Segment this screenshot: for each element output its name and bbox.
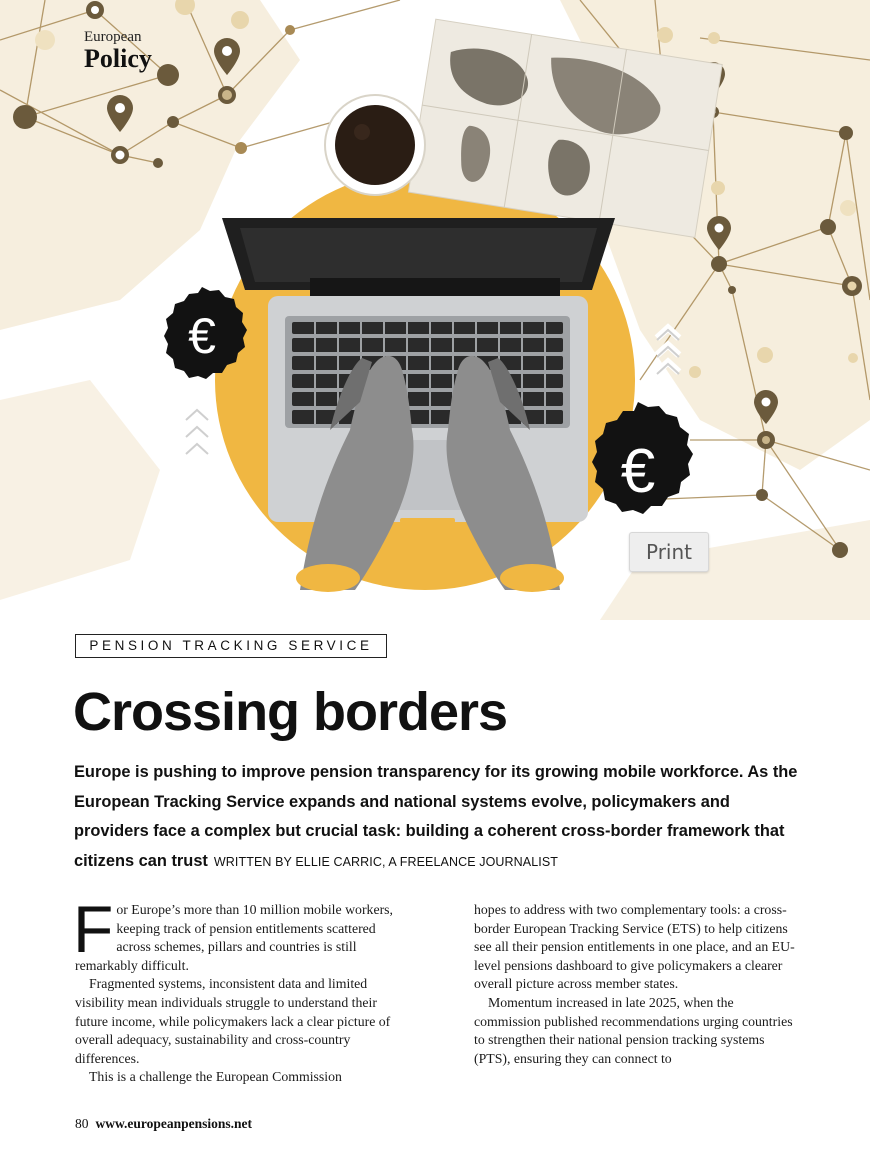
- article-standfirst: [74, 758, 804, 877]
- paragraph-text: or Europe’s more than 10 million mobile workers, keeping track of pension entitlements scattered across schemes, pillars and countries is still remarkably difficult.: [75, 902, 393, 973]
- section-tag: PENSION TRACKING SERVICE: [75, 634, 387, 658]
- euro-symbol-left: €: [188, 308, 216, 364]
- body-paragraph: Fragmented systems, inconsistent data and limited visibility mean individuals struggle to understand their future income, while policymakers lack a clear picture of overall adequacy, sustainability and cross-country differences.: [75, 976, 391, 1066]
- magazine-section-brand: [84, 30, 152, 72]
- byline: WRITTEN BY ELLIE CARRIC, A FREELANCE JOURNALIST: [213, 854, 559, 869]
- body-column-1: [73, 892, 397, 1087]
- body-paragraph: hopes to address with two complementary tools: a cross-border European Tracking Service (ETS) to help citizens see all their pension entitlements in one place, and an EU-level pensions dashboard to give policymakers a clearer overall picture across member states.: [474, 902, 795, 992]
- brand-line-2: Policy: [84, 44, 152, 73]
- euro-symbol-right: €: [620, 437, 656, 506]
- body-column-2: [474, 901, 796, 1068]
- body-paragraph: This is a challenge the European Commission: [89, 1069, 342, 1085]
- article-headline: Crossing borders: [73, 682, 508, 742]
- print-button[interactable]: Print: [629, 532, 709, 572]
- body-paragraph: Momentum increased in late 2025, when the commission published recommendations urging countries to strengthen their national pension tracking systems (PTS), ensuring they can connect to: [474, 994, 793, 1066]
- standfirst-text: Europe is pushing to improve pension transparency for its growing mobile workforce. As the European Tracking Service expands and national systems evolve, policymakers and providers face a complex but crucial task: building a coherent cross-border framework that citizens can trust: [74, 763, 798, 870]
- page-footer: [75, 1116, 252, 1132]
- body-paragraph: [73, 892, 397, 975]
- brand-line-1: European: [84, 29, 142, 45]
- drop-cap: F: [73, 892, 114, 966]
- page-number: 80: [75, 1116, 89, 1131]
- footer-url[interactable]: www.europeanpensions.net: [95, 1116, 253, 1131]
